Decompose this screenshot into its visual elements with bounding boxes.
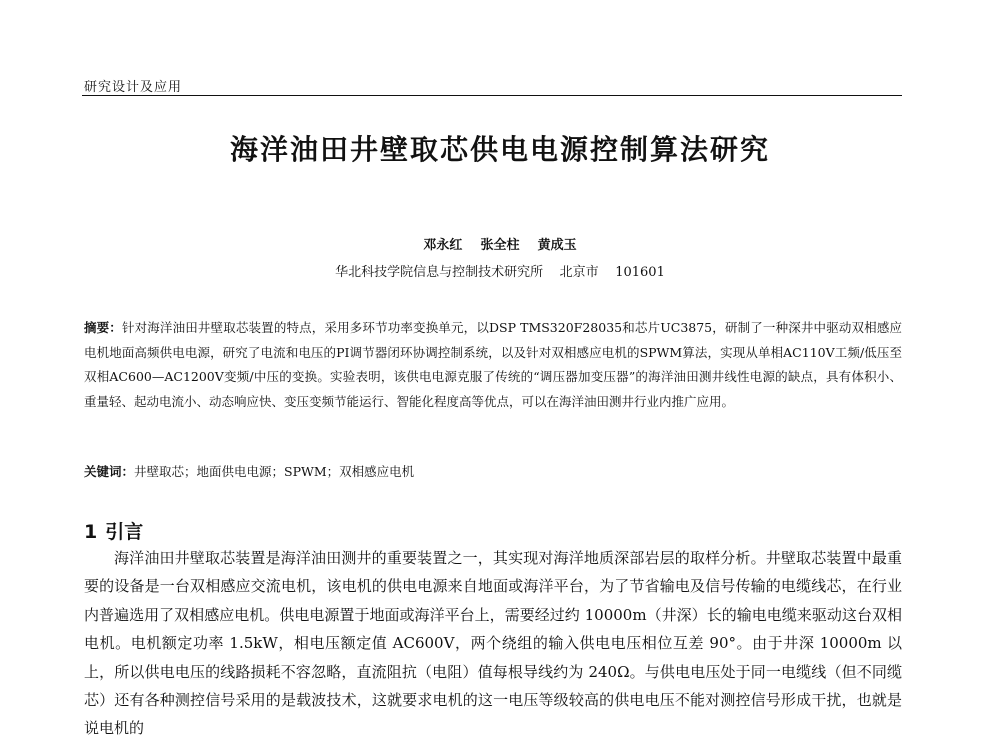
keywords [84, 461, 902, 483]
header-divider [82, 95, 902, 96]
abstract-text: 针对海洋油田井壁取芯装置的特点，采用多环节功率变换单元，以DSP TMS320F28035和芯片UC3875，研制了一种深井中驱动双相感应电机地面高频供电电源，研究了电流和电压的PI调节器闭环协调控制系统，以及针对双相感应电机的SPWM算法，实现从单相AC110V工频/低压至双相AC600—AC1200V变频/中压的变换。实验表明，该供电电源克服了传统的“调压器加变压器”的海洋油田测井线性电源的缺点，具有体积小、重量轻、起动电流小、动态响应快、变压变频节能运行、智能化程度高等优点，可以在海洋油田测井行业内推广应用。 [84, 320, 902, 409]
paper-title: 海洋油田井壁取芯供电电源控制算法研究 [229, 133, 770, 166]
section-title: 引言 [105, 521, 144, 543]
section-number: 1 [84, 521, 98, 543]
section-heading-introduction [84, 517, 143, 544]
keywords-label: 关键词： [84, 464, 135, 479]
journal-section-label: 研究设计及应用 [84, 80, 183, 95]
abstract [84, 316, 902, 414]
keywords-text: 井壁取芯；地面供电电源；SPWM；双相感应电机 [134, 464, 415, 479]
abstract-label: 摘要： [84, 320, 122, 335]
author-list: 邓永红 张全柱 黄成玉 [423, 238, 577, 253]
body-paragraph: 海洋油田井壁取芯装置是海洋油田测井的重要装置之一，其实现对海洋地质深部岩层的取样分析。井壁取芯装置中最重要的设备是一台双相感应交流电机，该电机的供电电源来自地面或海洋平台，为了节省输电及信号传输的电缆线芯，在行业内普遍选用了双相感应电机。供电电源置于地面或海洋平台上，需要经过约 10000m（井深）长的输电电缆来驱动这台双相电机。电机额定功率 1.5kW，相电压额定值 AC600V，两个绕组的输入供电电压相位互差 90°。由于井深 10000m 以上，所以供电电压的线路损耗不容忽略，直流阻抗（电阻）值每根导线约为 240Ω。与供电电压处于同一电缆线（但不同缆芯）还有各种测控信号采用的是载波技术，这就要求电机的这一电压等级较高的供电电压不能对测控信号形成干扰，也就是说电机的 [84, 549, 902, 738]
author-affiliation: 华北科技学院信息与控制技术研究所 北京市 101601 [335, 265, 665, 280]
